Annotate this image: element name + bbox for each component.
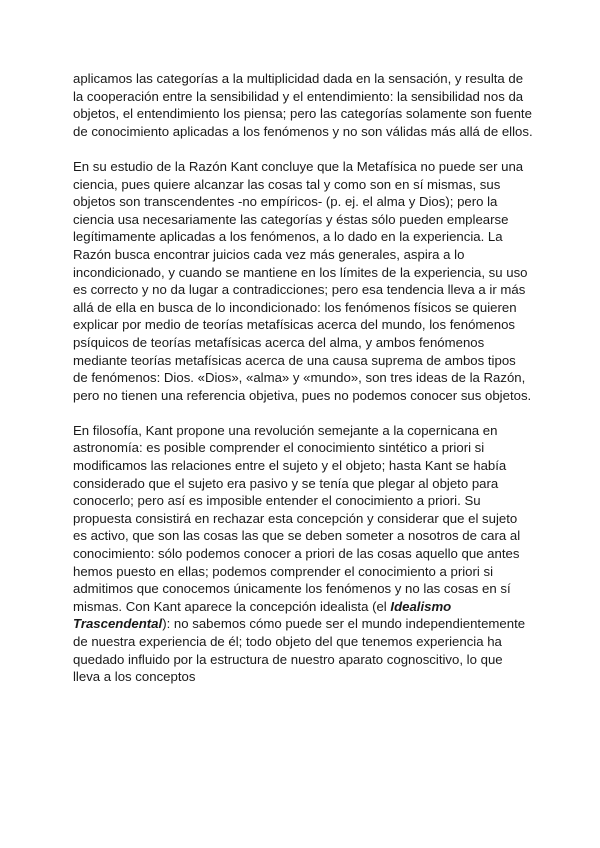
document-page xyxy=(73,70,533,703)
idealismo-trascendental-emphasis: Idealismo Trascendental xyxy=(73,598,452,632)
paragraph-2: En su estudio de la Razón Kant concluye que la Metafísica no puede ser una ciencia, pues quiere alcanzar las cosas tal y como son en sí mismas, sus objetos son transcendentes -no empíricos- (p. ej. el alma y Dios); pero la ciencia usa necesariamente las categorías y éstas sólo pueden emplearse legítimamente aplicadas a los fenómenos, a lo dado en la experiencia. La Razón busca encontrar juicios cada vez más generales, aspira a lo incondicionado, y cuando se mantiene en los límites de la experiencia, su uso es correcto y no da lugar a contradicciones; pero esa tendencia lleva a ir más allá de ella en busca de lo incondicionado: los fenómenos físicos se quieren explicar por medio de teorías metafísicas acerca del mundo, los fenómenos psíquicos de teorías metafísicas acerca del alma, y ambos fenómenos mediante teorías metafísicas acerca de una causa suprema de ambos tipos de fenómenos: Dios. «Dios», «alma» y «mundo», son tres ideas de la Razón, pero no tienen una referencia objetiva, pues no podemos conocer sus objetos. xyxy=(73,158,532,403)
paragraph-3-text-start: En filosofía, Kant propone una revolución semejante a la copernicana en astronomía: es posible comprender el conocimiento sintético a priori si modificamos las relaciones entre el sujeto y el objeto; hasta Kant se había considerado que el sujeto era pasivo y se tenía que plegar al objeto para conocerlo; pero así es imposible entender el conocimiento a priori. Su propuesta consistirá en rechazar esta concepción y considerar que el sujeto es activo, que son las cosas las que se deben someter a nosotros de cara al conocimiento: sólo podemos conocer a priori de las cosas aquello que antes hemos puesto en ellas; podemos comprender el conocimiento a priori si admitimos que conocemos únicamente los fenómenos y no las cosas en sí mismas. Con Kant aparece la concepción idealista (el xyxy=(73,422,521,614)
paragraph-1: aplicamos las categorías a la multiplicidad dada en la sensación, y resulta de la cooperación entre la sensibilidad y el entendimiento: la sensibilidad nos da objetos, el entendimiento los piensa; pero las categorías solamente son fuente de conocimiento aplicadas a los fenómenos y no son válidas más allá de ellos. xyxy=(73,71,533,139)
paragraph-3 xyxy=(73,422,533,686)
paragraph-3-text-end: ): no sabemos cómo puede ser el mundo independientemente de nuestra experiencia de él; todo objeto del que tenemos experiencia ha quedado influido por la estructura de nuestro aparato cognoscitivo, lo que lleva a los conceptos xyxy=(73,616,526,685)
